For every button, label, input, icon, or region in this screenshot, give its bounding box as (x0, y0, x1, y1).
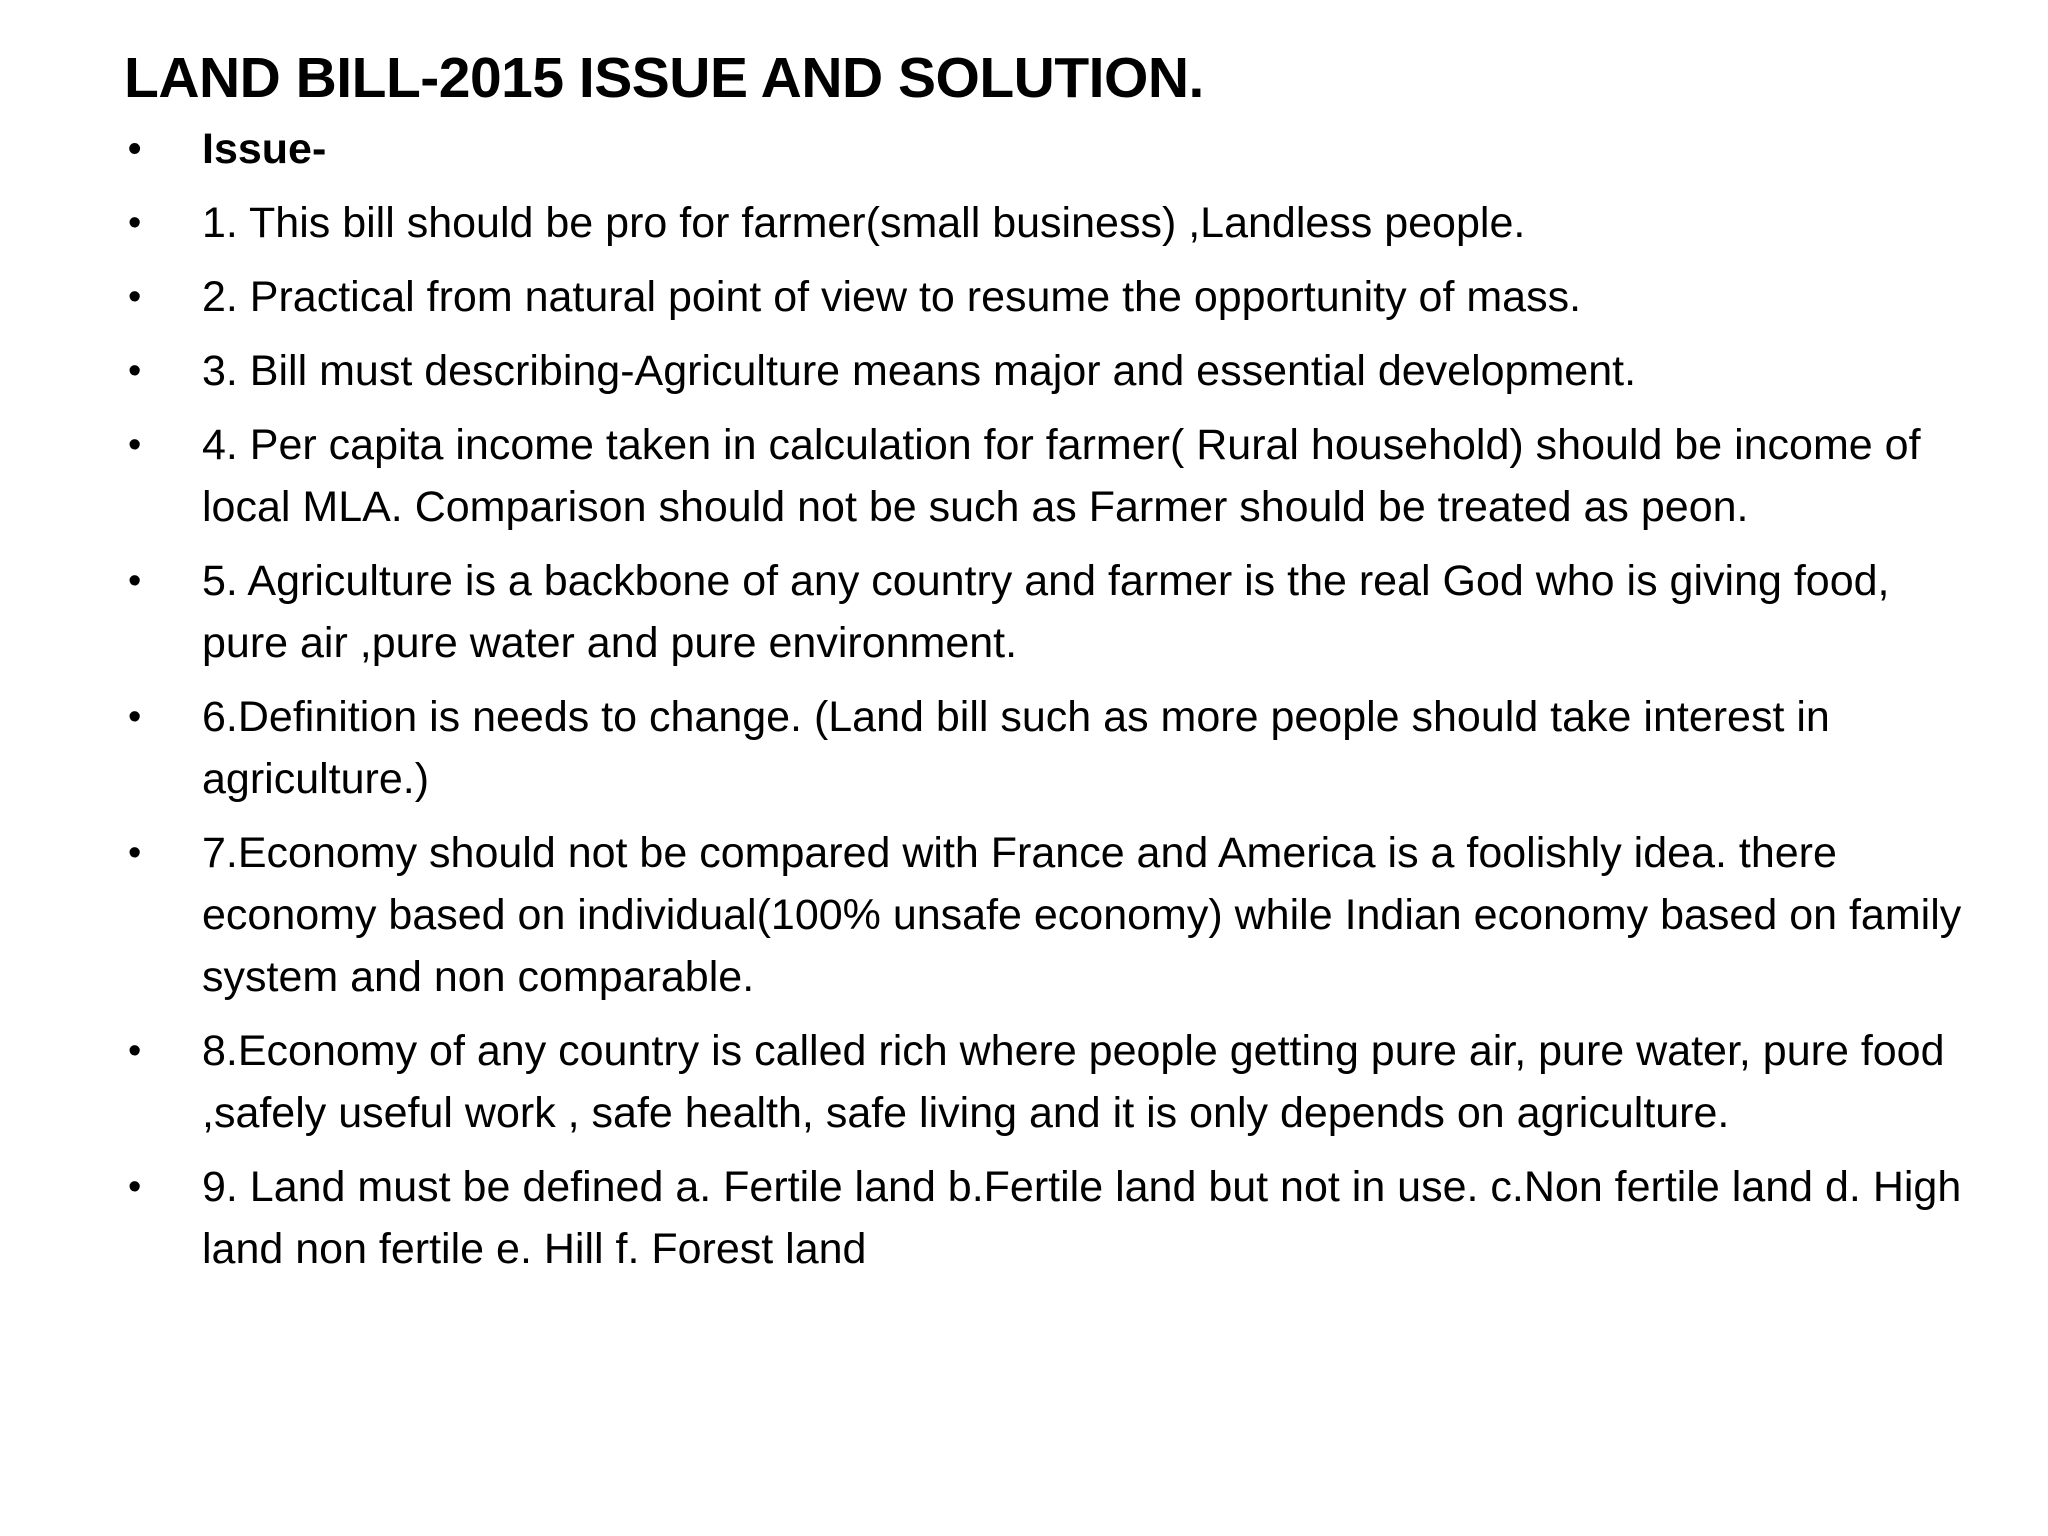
bullet-dot-icon: • (128, 696, 142, 738)
bullet-dot-icon: • (128, 560, 142, 602)
bullet-text: 1. This bill should be pro for farmer(small business) ,Landless people. (202, 199, 1526, 247)
bullet-text: 5. Agriculture is a backbone of any country and farmer is the real God who is giving food, pure air ,pure water and pure environment. (202, 557, 1890, 667)
bullet-item-3 (124, 340, 1964, 402)
bullet-item-6 (124, 686, 1964, 810)
bullet-dot-icon: • (128, 276, 142, 318)
bullet-dot-icon: • (128, 832, 142, 874)
bullet-dot-icon: • (128, 202, 142, 244)
bullet-text: 7.Economy should not be compared with France and America is a foolishly idea. there economy based on individual(100% unsafe economy) while Indian economy based on family system and non comparable. (202, 829, 1962, 1001)
bullet-text: 2. Practical from natural point of view to resume the opportunity of mass. (202, 273, 1582, 321)
bullet-item-1 (124, 192, 1964, 254)
bullet-text: 9. Land must be defined a. Fertile land b.Fertile land but not in use. c.Non fertile land d. High land non fertile e. Hill f. Forest land (202, 1163, 1962, 1273)
bullet-text: 4. Per capita income taken in calculation for farmer( Rural household) should be income of local MLA. Comparison should not be such as Farmer should be treated as peon. (202, 421, 1921, 531)
bullet-dot-icon: • (128, 1030, 142, 1072)
bullet-item-issue-heading (124, 118, 1964, 180)
bullet-item-9 (124, 1156, 1964, 1280)
bullet-list (124, 118, 1964, 1292)
bullet-dot-icon: • (128, 128, 142, 170)
bullet-text: 3. Bill must describing-Agriculture means major and essential development. (202, 347, 1637, 395)
bullet-dot-icon: • (128, 350, 142, 392)
bullet-dot-icon: • (128, 424, 142, 466)
bullet-item-5 (124, 550, 1964, 674)
bullet-item-2 (124, 266, 1964, 328)
bullet-text: 6.Definition is needs to change. (Land bill such as more people should take interest in agriculture.) (202, 693, 1830, 803)
bullet-text: Issue- (202, 125, 327, 173)
bullet-item-8 (124, 1020, 1964, 1144)
bullet-item-4 (124, 414, 1964, 538)
bullet-text: 8.Economy of any country is called rich where people getting pure air, pure water, pure food ,safely useful work , safe health, safe living and it is only depends on agriculture. (202, 1027, 1945, 1137)
slide-title: LAND BILL-2015 ISSUE AND SOLUTION. (124, 46, 1204, 110)
bullet-item-7 (124, 822, 1964, 1008)
bullet-dot-icon: • (128, 1166, 142, 1208)
